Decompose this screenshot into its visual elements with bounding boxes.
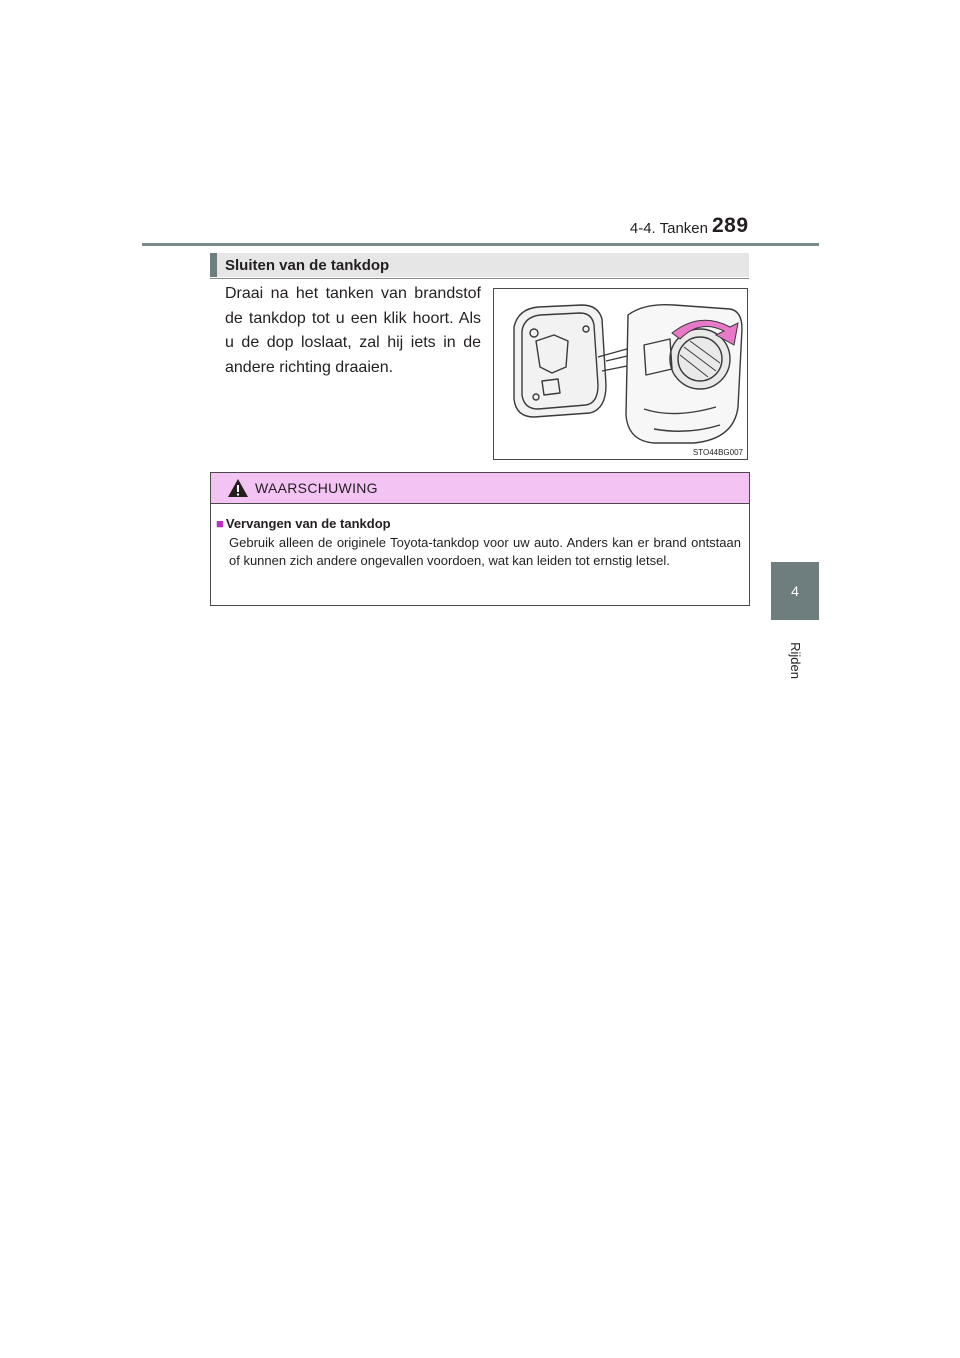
header-section-title: 4-4. Tanken	[629, 220, 708, 237]
warning-header	[211, 473, 749, 504]
warning-item-title: Vervangen van de tankdop	[225, 516, 391, 531]
chapter-number: 4	[791, 583, 799, 599]
warning-box	[210, 472, 750, 606]
header-divider	[142, 243, 819, 246]
square-bullet-icon: ■	[216, 516, 224, 531]
figure-code: STO44BG007	[692, 448, 743, 457]
chapter-label	[775, 630, 815, 690]
warning-item-heading	[216, 516, 391, 531]
warning-title: WAARSCHUWING	[255, 480, 378, 496]
section-heading: Sluiten van de tankdop	[210, 253, 749, 277]
fuel-cap-illustration	[493, 288, 748, 460]
page-number: 289	[712, 214, 749, 237]
warning-triangle-icon	[227, 478, 249, 498]
section-body-text: Draai na het tanken van brandstof de tankdop tot u een klik hoort. Als u de dop loslaat, zal hij iets in de andere richting draaien.	[225, 285, 481, 376]
fuel-door-drawing	[494, 289, 749, 461]
warning-item-body: Gebruik alleen de originele Toyota-tankdop voor uw auto. Anders kan er brand ontstaan of kunnen zich andere ongevallen voordoen, wat kan leiden tot ernstig letsel.	[229, 535, 741, 568]
chapter-tab[interactable]	[771, 562, 819, 620]
section-heading-underline	[210, 278, 749, 279]
chapter-title: Rijden	[787, 641, 803, 679]
